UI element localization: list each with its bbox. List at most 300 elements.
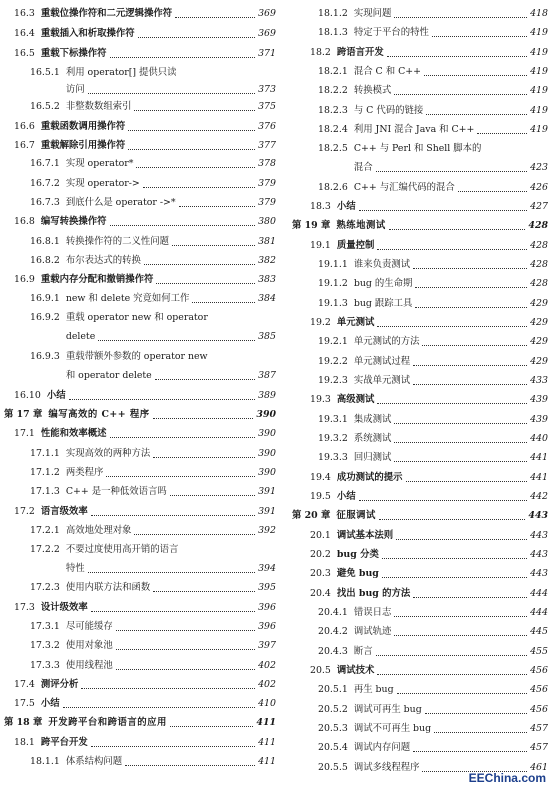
toc-entry-title: 编写转换操作符 [40, 216, 107, 227]
dot-leader [394, 634, 527, 636]
dot-leader [359, 209, 527, 211]
toc-page-number: 384 [258, 293, 276, 304]
dot-leader [394, 460, 527, 462]
toc-page-number: 457 [530, 723, 548, 734]
toc-entry-title: 重载内存分配和撤销操作符 [40, 274, 154, 285]
toc-entry-number: 17.2.2 [30, 544, 60, 555]
toc-entry-title: bug 跟踪工具 [353, 298, 413, 309]
toc-entry [318, 259, 548, 271]
toc-entry [318, 8, 548, 20]
dot-leader [376, 170, 528, 172]
toc-chapter-entry [292, 510, 548, 522]
dot-leader [144, 263, 255, 265]
toc-page-number: 392 [258, 525, 276, 536]
toc-entry-number: 19.2.3 [318, 375, 348, 386]
toc-entry-number: 19.2 [310, 317, 331, 328]
toc-entry-title: 特定于平台的特性 [353, 27, 429, 38]
toc-entry [30, 351, 276, 363]
toc-entry-number: 17.1 [14, 428, 35, 439]
dot-leader [413, 267, 527, 269]
toc-entry [310, 47, 548, 59]
dot-leader [134, 533, 255, 535]
toc-entry-number: 17.4 [14, 679, 35, 690]
toc-entry-title: 征服调试 [336, 510, 376, 521]
toc-entry-title: 高效地处理对象 [65, 525, 132, 536]
toc-entry-number: 17.2 [14, 506, 35, 517]
toc-entry-number: 16.9.3 [30, 351, 60, 362]
toc-entry-title: 转换模式 [353, 85, 392, 96]
dot-leader [394, 615, 527, 617]
toc-entry-title: 单元测试过程 [353, 356, 411, 367]
dot-leader [477, 132, 527, 134]
toc-entry [310, 472, 548, 484]
toc-entry [30, 331, 276, 343]
toc-entry-number: 19.2.2 [318, 356, 348, 367]
toc-entry [30, 67, 276, 79]
dot-leader [377, 673, 527, 675]
toc-entry-number: 19.3.2 [318, 433, 348, 444]
toc-entry-number: 19.3.1 [318, 414, 348, 425]
toc-entry-number: 第 20 章 [292, 510, 331, 521]
toc-entry-title: 回归测试 [353, 452, 392, 463]
dot-leader [128, 148, 255, 150]
toc-entry-number: 16.7 [14, 140, 35, 151]
toc-page-number: 427 [530, 201, 548, 212]
toc-entry-title: 再生 bug [353, 684, 394, 695]
toc-entry-title: 单元测试 [336, 317, 375, 328]
toc-entry-title: 小结 [336, 201, 356, 212]
toc-page-number: 429 [530, 336, 548, 347]
toc-entry-number: 16.8.1 [30, 236, 60, 247]
dot-leader [153, 456, 255, 458]
toc-entry-title: 实现 operator* [65, 158, 134, 169]
toc-entry [310, 240, 548, 252]
toc-entry-title: 转换操作符的二义性问题 [65, 236, 169, 247]
toc-entry [30, 158, 276, 170]
toc-entry [310, 491, 548, 503]
toc-page-number: 411 [256, 717, 276, 728]
toc-entry-title: 调试多线程程序 [353, 762, 420, 773]
toc-page-number: 373 [258, 84, 276, 95]
dot-leader [172, 244, 255, 246]
dot-leader [116, 668, 255, 670]
dot-leader [110, 56, 256, 58]
toc-entry [310, 549, 548, 561]
toc-entry [310, 201, 548, 213]
toc-chapter-entry [4, 717, 276, 729]
dot-leader [382, 576, 527, 578]
toc-entry [318, 278, 548, 290]
toc-entry-title: 跨语言开发 [336, 47, 384, 58]
toc-page-number: 461 [530, 762, 548, 773]
toc-page-number: 378 [258, 158, 276, 169]
dot-leader [91, 610, 255, 612]
dot-leader [91, 514, 255, 516]
toc-page-number: 456 [530, 704, 548, 715]
toc-entry-title: 错误日志 [353, 607, 392, 618]
dot-leader [377, 325, 527, 327]
dot-leader [179, 205, 256, 207]
toc-entry [318, 723, 548, 735]
toc-entry [30, 236, 276, 248]
toc-page-number: 396 [258, 621, 276, 632]
toc-entry-number: 20.5.3 [318, 723, 348, 734]
toc-entry-number: 17.3 [14, 602, 35, 613]
toc-entry-title: 重载下标操作符 [40, 48, 107, 59]
toc-entry-title: 使用对象池 [65, 640, 113, 651]
toc-page-number: 396 [258, 602, 276, 613]
toc-entry-title: 非整数数组索引 [65, 101, 132, 112]
toc-entry-title: C++ 与汇编代码的混合 [353, 182, 455, 193]
dot-leader [415, 286, 527, 288]
toc-entry-number: 16.4 [14, 28, 35, 39]
toc-entry-title: 质量控制 [336, 240, 375, 251]
toc-entry-title: 不要过度使用高开销的语言 [65, 544, 179, 555]
dot-leader [69, 398, 255, 400]
dot-leader [143, 186, 255, 188]
toc-chapter-entry [292, 220, 548, 232]
dot-leader [98, 339, 255, 341]
toc-entry-number: 20.5.5 [318, 762, 348, 773]
toc-page-number: 428 [530, 278, 548, 289]
toc-entry-number: 18.1.2 [318, 8, 348, 19]
dot-leader [170, 494, 255, 496]
toc-entry-title: 布尔表达式的转换 [65, 255, 141, 266]
toc-page-number: 419 [530, 47, 548, 58]
toc-page-number: 369 [258, 28, 276, 39]
toc-entry-number: 18.1.3 [318, 27, 348, 38]
toc-entry-title: 体系结构问题 [65, 756, 123, 767]
toc-entry-number: 17.3.2 [30, 640, 60, 651]
toc-entry [318, 684, 548, 696]
toc-entry-number: 18.2.1 [318, 66, 348, 77]
toc-entry-title: 两类程序 [65, 467, 104, 478]
toc-entry-number: 18.3 [310, 201, 331, 212]
toc-entry-number: 18.2.2 [318, 85, 348, 96]
toc-entry [318, 646, 548, 658]
toc-entry-title: 实现高效的两种方法 [65, 448, 151, 459]
toc-page-number: 402 [258, 660, 276, 671]
toc-entry-title: 测评分析 [40, 679, 79, 690]
toc-entry-title: 调试轨迹 [353, 626, 392, 637]
toc-page-number: 419 [530, 66, 548, 77]
dot-leader [110, 436, 256, 438]
toc-page-number: 441 [530, 452, 548, 463]
dot-leader [382, 557, 527, 559]
toc-page-number: 444 [530, 607, 548, 618]
toc-entry-title: 混合 C 和 C++ [353, 66, 421, 77]
dot-leader [110, 224, 256, 226]
toc-entry-number: 18.1 [14, 737, 35, 748]
toc-page-number: 428 [530, 259, 548, 270]
toc-entry [30, 621, 276, 633]
toc-entry-title: 访问 [65, 84, 85, 95]
dot-leader [192, 301, 255, 303]
toc-page-number: 433 [530, 375, 548, 386]
toc-page-number: 456 [530, 665, 548, 676]
dot-leader [125, 764, 255, 766]
toc-entry-title: 熟练地测试 [336, 220, 386, 231]
dot-leader [63, 706, 255, 708]
toc-entry-number: 20.1 [310, 530, 331, 541]
toc-entry-number: 19.3 [310, 394, 331, 405]
toc-page-number: 369 [258, 8, 276, 19]
toc-entry-title: 编写高效的 C++ 程序 [48, 409, 150, 420]
dot-leader [376, 654, 528, 656]
toc-entry-title: 重载位操作符和二元逻辑操作符 [40, 8, 173, 19]
toc-entry-title: 重载 operator new 和 operator [65, 312, 208, 323]
toc-page-number: 456 [530, 684, 548, 695]
toc-page-number: 387 [258, 370, 276, 381]
toc-entry [30, 640, 276, 652]
toc-entry-title: 调试不可再生 bug [353, 723, 432, 734]
toc-page-number: 381 [258, 236, 276, 247]
toc-entry-number: 第 19 章 [292, 220, 331, 231]
toc-entry [318, 626, 548, 638]
toc-page-number: 442 [530, 491, 548, 502]
watermark-logo: EEChina.com [468, 771, 546, 785]
dot-leader [106, 475, 255, 477]
toc-entry [318, 375, 548, 387]
toc-entry [310, 317, 548, 329]
dot-leader [153, 590, 255, 592]
toc-entry [310, 394, 548, 406]
toc-entry [14, 698, 276, 710]
toc-entry [30, 448, 276, 460]
dot-leader [136, 166, 255, 168]
toc-entry [30, 293, 276, 305]
toc-entry-title: 使用线程池 [65, 660, 113, 671]
toc-entry-title: 重载解除引用操作符 [40, 140, 126, 151]
toc-page-number: 423 [530, 162, 548, 173]
dot-leader [397, 692, 527, 694]
toc-entry-number: 19.1.1 [318, 259, 348, 270]
toc-entry-number: 17.3.1 [30, 621, 60, 632]
toc-page-number: 376 [258, 121, 276, 132]
toc-entry [30, 486, 276, 498]
toc-page-number: 383 [258, 274, 276, 285]
dot-leader [426, 113, 527, 115]
toc-page-number: 389 [258, 390, 276, 401]
toc-entry [318, 414, 548, 426]
toc-entry-title: C++ 是一种低效语言吗 [65, 486, 167, 497]
dot-leader [422, 344, 527, 346]
toc-page-number: 443 [530, 568, 548, 579]
toc-entry [310, 530, 548, 542]
toc-entry [318, 336, 548, 348]
dot-leader [394, 93, 527, 95]
toc-entry-title: 性能和效率概述 [40, 428, 107, 439]
toc-entry-title: 小结 [46, 390, 66, 401]
toc-page-number: 410 [258, 698, 276, 709]
dot-leader [379, 518, 526, 520]
toc-entry-number: 20.5 [310, 665, 331, 676]
dot-leader [415, 306, 527, 308]
toc-page-number: 419 [530, 124, 548, 135]
toc-entry-title: 开发跨平台和跨语言的应用 [48, 717, 167, 728]
toc-page-number: 439 [530, 414, 548, 425]
toc-entry-number: 19.1 [310, 240, 331, 251]
toc-entry [14, 28, 276, 40]
toc-entry [318, 182, 548, 194]
toc-entry [30, 197, 276, 209]
toc-page-number: 411 [258, 737, 276, 748]
toc-page-number: 382 [258, 255, 276, 266]
toc-right-column [288, 0, 552, 791]
toc-entry-number: 19.2.1 [318, 336, 348, 347]
toc-entry-number: 16.5.1 [30, 67, 60, 78]
dot-leader [432, 35, 527, 37]
toc-entry [14, 428, 276, 440]
dot-leader [396, 538, 527, 540]
toc-entry [14, 48, 276, 60]
toc-entry-number: 19.4 [310, 472, 331, 483]
toc-entry [310, 568, 548, 580]
toc-entry-title: 高级测试 [336, 394, 375, 405]
toc-entry-title: 调试可再生 bug [353, 704, 422, 715]
toc-entry-number: 17.5 [14, 698, 35, 709]
toc-entry-number: 16.9 [14, 274, 35, 285]
dot-leader [170, 725, 254, 727]
toc-page-number: 440 [530, 433, 548, 444]
toc-page-number: 397 [258, 640, 276, 651]
toc-entry-number: 16.10 [14, 390, 41, 401]
toc-entry [30, 101, 276, 113]
dot-leader [413, 383, 527, 385]
toc-entry [30, 582, 276, 594]
toc-entry-title: 调试基本法则 [336, 530, 394, 541]
toc-page-number: 402 [258, 679, 276, 690]
toc-entry-number: 20.5.1 [318, 684, 348, 695]
toc-page-number: 377 [258, 140, 276, 151]
toc-entry-title: 小结 [336, 491, 356, 502]
toc-page-number: 418 [530, 8, 548, 19]
toc-entry [30, 467, 276, 479]
toc-page-number: 375 [258, 101, 276, 112]
dot-leader [377, 248, 527, 250]
toc-entry [30, 255, 276, 267]
toc-page-number: 395 [258, 582, 276, 593]
toc-entry-title: 重载插入和析取操作符 [40, 28, 135, 39]
toc-entry-title: 单元测试的方法 [353, 336, 420, 347]
toc-entry [14, 390, 276, 402]
dot-leader [389, 228, 526, 230]
toc-page-number: 379 [258, 197, 276, 208]
toc-entry-number: 17.3.3 [30, 660, 60, 671]
toc-entry-title: 避免 bug [336, 568, 379, 579]
toc-page-number: 457 [530, 742, 548, 753]
toc-page-number: 439 [530, 394, 548, 405]
toc-entry [318, 607, 548, 619]
toc-entry-number: 19.3.3 [318, 452, 348, 463]
toc-entry-title: bug 的生命期 [353, 278, 413, 289]
toc-entry-title: C++ 与 Perl 和 Shell 脚本的 [353, 143, 482, 154]
toc-entry [318, 298, 548, 310]
toc-entry [318, 105, 548, 117]
toc-entry [318, 27, 548, 39]
toc-entry-number: 18.2.5 [318, 143, 348, 154]
toc-entry-number: 16.7.3 [30, 197, 60, 208]
toc-entry-number: 19.5 [310, 491, 331, 502]
toc-page-number: 390 [258, 448, 276, 459]
toc-entry [14, 602, 276, 614]
toc-entry [318, 452, 548, 464]
toc-entry [30, 660, 276, 672]
toc-page-number: 391 [258, 486, 276, 497]
toc-entry-number: 20.3 [310, 568, 331, 579]
toc-entry-number: 17.1.1 [30, 448, 60, 459]
toc-page-number: 444 [530, 588, 548, 599]
dot-leader [377, 402, 527, 404]
toc-entry-title: 集成测试 [353, 414, 392, 425]
toc-page-number: 443 [530, 530, 548, 541]
toc-entry-number: 16.3 [14, 8, 35, 19]
toc-entry-title: 小结 [40, 698, 60, 709]
toc-entry-number: 18.2.3 [318, 105, 348, 116]
toc-entry [310, 588, 548, 600]
toc-entry [14, 737, 276, 749]
dot-leader [156, 282, 255, 284]
dot-leader [387, 55, 527, 57]
toc-entry-number: 20.4 [310, 588, 331, 599]
toc-entry-number: 第 17 章 [4, 409, 43, 420]
dot-leader [138, 36, 255, 38]
toc-entry [318, 704, 548, 716]
toc-entry-number: 17.1.2 [30, 467, 60, 478]
dot-leader [155, 378, 255, 380]
dot-leader [424, 74, 527, 76]
toc-entry-title: 调试内存问题 [353, 742, 411, 753]
toc-page-number: 419 [530, 27, 548, 38]
toc-entry [14, 274, 276, 286]
toc-page-number: 441 [530, 472, 548, 483]
toc-entry [318, 742, 548, 754]
toc-entry-title: 断言 [353, 646, 373, 657]
toc-entry [30, 563, 276, 575]
toc-entry-title: 找出 bug 的方法 [336, 588, 411, 599]
dot-leader [394, 16, 527, 18]
toc-page-number: 391 [258, 506, 276, 517]
toc-entry [318, 143, 548, 155]
dot-leader [359, 499, 527, 501]
toc-entry-number: 19.1.2 [318, 278, 348, 289]
toc-entry-title: 利用 operator[] 提供只读 [65, 67, 177, 78]
dot-leader [406, 480, 528, 482]
toc-entry [30, 544, 276, 556]
dot-leader [434, 731, 527, 733]
toc-entry-number: 20.2 [310, 549, 331, 560]
dot-leader [134, 109, 255, 111]
toc-entry-number: 18.2 [310, 47, 331, 58]
toc-page-number: 379 [258, 178, 276, 189]
toc-entry-number: 18.2.4 [318, 124, 348, 135]
toc-entry-title: 使用内联方法和函数 [65, 582, 151, 593]
toc-entry-number: 16.7.1 [30, 158, 60, 169]
toc-entry [318, 124, 548, 136]
toc-entry-title: 和 operator delete [65, 370, 152, 381]
dot-leader [116, 629, 255, 631]
toc-entry [30, 312, 276, 324]
toc-entry-number: 第 18 章 [4, 717, 43, 728]
toc-entry [30, 756, 276, 768]
toc-page-number: 390 [256, 409, 276, 420]
toc-entry [310, 665, 548, 677]
toc-entry-title: 与 C 代码的链接 [353, 105, 424, 116]
toc-page-number: 429 [530, 356, 548, 367]
toc-entry-number: 16.9.2 [30, 312, 60, 323]
toc-entry-number: 18.1.1 [30, 756, 60, 767]
toc-entry-number: 16.5 [14, 48, 35, 59]
